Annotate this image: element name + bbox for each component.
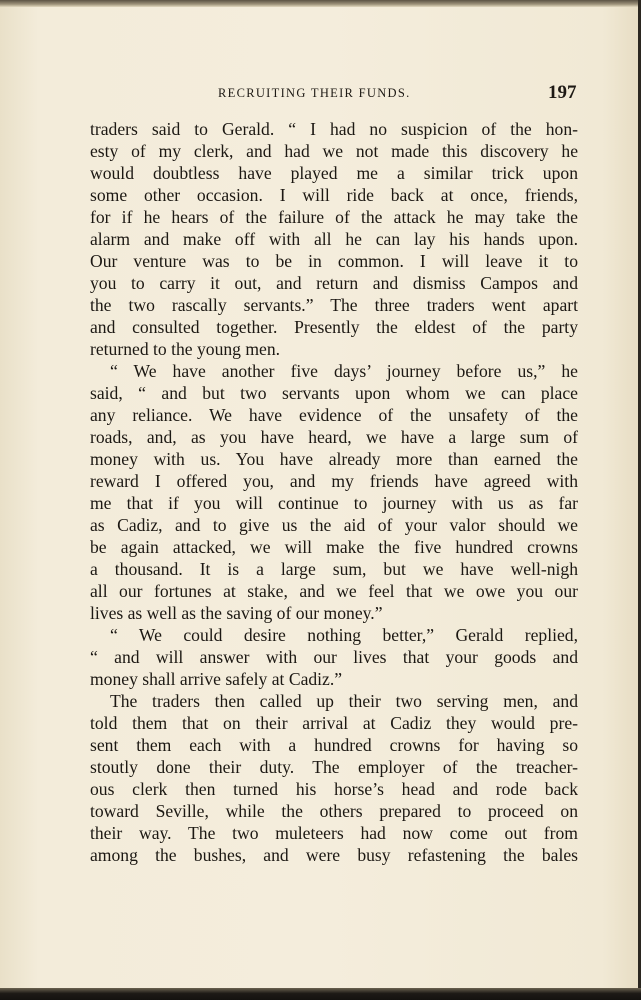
text-line: “ We could desire nothing better,” Gerald replied, — [110, 625, 578, 645]
page-number: 197 — [548, 82, 577, 103]
text-line: returned to the young men. — [90, 339, 281, 359]
text-line: stoutly done their duty. The employer of the treacher- — [90, 757, 578, 777]
text-line: alarm and make off with all he can lay his hands upon. — [90, 229, 578, 249]
text-line: would doubtless have played me a similar trick upon — [90, 163, 578, 183]
running-head — [0, 82, 641, 106]
body-text — [90, 118, 578, 866]
text-line: any reliance. We have evidence of the unsafety of the — [90, 405, 578, 425]
text-line: esty of my clerk, and had we not made this discovery he — [90, 141, 578, 161]
text-line: The traders then called up their two serving men, and — [110, 691, 578, 711]
text-line: told them that on their arrival at Cadiz they would pre- — [90, 713, 578, 733]
text-line: their way. The two muleteers had now come out from — [90, 823, 578, 843]
text-line: said, “ and but two servants upon whom we can place — [90, 383, 578, 403]
text-line: a thousand. It is a large sum, but we have well-nigh — [90, 559, 578, 579]
text-line: money shall arrive safely at Cadiz.” — [90, 669, 343, 689]
text-line: the two rascally servants.” The three traders went apart — [90, 295, 578, 315]
running-title: RECRUITING THEIR FUNDS. — [218, 86, 411, 100]
text-line: sent them each with a hundred crowns for having so — [90, 735, 578, 755]
text-line: me that if you will continue to journey with us as far — [90, 493, 578, 513]
text-line: Our venture was to be in common. I will leave it to — [90, 251, 578, 271]
text-line: you to carry it out, and return and dismiss Campos and — [90, 273, 578, 293]
text-line: lives as well as the saving of our money.” — [90, 603, 383, 623]
text-line: “ We have another five days’ journey before us,” he — [110, 361, 578, 381]
text-line: “ and will answer with our lives that your goods and — [90, 647, 578, 667]
text-line: and consulted together. Presently the eldest of the party — [90, 317, 578, 337]
text-line: toward Seville, while the others prepared to proceed on — [90, 801, 578, 821]
text-line: for if he hears of the failure of the attack he may take the — [90, 207, 578, 227]
text-line: money with us. You have already more than earned the — [90, 449, 578, 469]
text-line: traders said to Gerald. “ I had no suspicion of the hon- — [90, 119, 578, 139]
text-line: among the bushes, and were busy refastening the bales — [90, 845, 578, 865]
text-line: all our fortunes at stake, and we feel that we owe you our — [90, 581, 578, 601]
page-bottom-edge — [0, 988, 641, 1000]
text-line: reward I offered you, and my friends have agreed with — [90, 471, 578, 491]
page-top-edge — [0, 0, 641, 7]
text-line: as Cadiz, and to give us the aid of your valor should we — [90, 515, 578, 535]
text-line: ous clerk then turned his horse’s head and rode back — [90, 779, 578, 799]
text-line: some other occasion. I will ride back at once, friends, — [90, 185, 578, 205]
text-line: be again attacked, we will make the five hundred crowns — [90, 537, 578, 557]
text-line: roads, and, as you have heard, we have a large sum of — [90, 427, 578, 447]
